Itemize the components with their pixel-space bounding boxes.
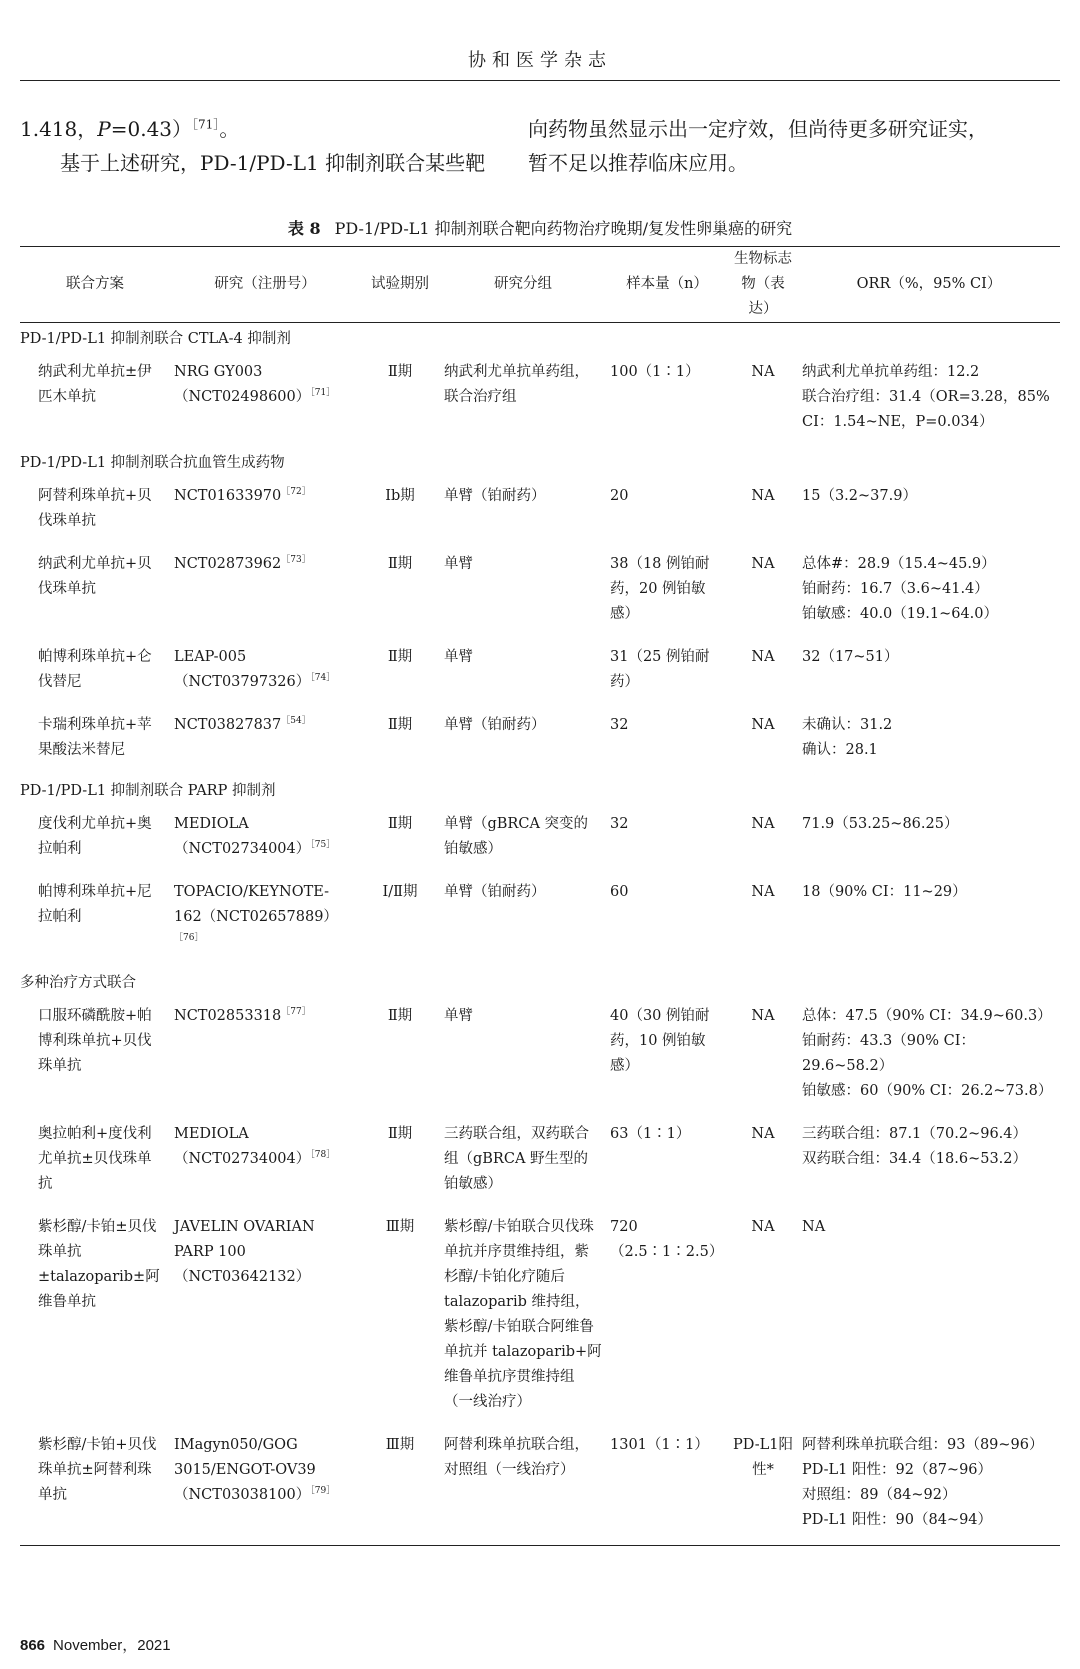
cell-text: NA (751, 1008, 775, 1024)
table-row (20, 1209, 1060, 1427)
left-text-line-1 (20, 112, 485, 146)
cell-sample-size (606, 1427, 728, 1546)
cell-text: 总体#：28.9（15.4~45.9） 铂耐药：16.7（3.6~41.4） 铂敏感：40.0（19.1~64.0） (802, 556, 999, 622)
cell-text: Ⅱ期 (387, 556, 413, 572)
citation-ref: ［71］ (310, 388, 336, 399)
section-row (20, 447, 1060, 478)
study-table (20, 246, 1060, 1546)
cell-study (170, 1427, 360, 1546)
cell-text: Ⅱ期 (387, 1008, 413, 1024)
cell-orr (798, 546, 1060, 639)
cell-biomarker (728, 874, 798, 967)
header-study: 研究（注册号） (170, 247, 360, 323)
cell-scheme (20, 1427, 170, 1546)
cell-text: 阿替利珠单抗联合组，对照组（一线治疗） (444, 1437, 589, 1478)
cell-text: 单臂 (444, 1008, 473, 1024)
cell-text: Ⅱ期 (387, 649, 413, 665)
cell-text: MEDIOLA（NCT02734004） (174, 816, 311, 857)
table-title: PD-1/PD-L1 抑制剂联合靶向药物治疗晚期/复发性卵巢癌的研究 (334, 219, 793, 238)
cell-scheme (20, 806, 170, 874)
header-rule (20, 80, 1060, 81)
cell-scheme (20, 639, 170, 707)
cell-groups (440, 874, 606, 967)
cell-text: NA (751, 884, 775, 900)
cell-phase (360, 354, 440, 447)
cell-text: Ⅲ期 (385, 1219, 415, 1235)
cell-biomarker (728, 806, 798, 874)
cell-scheme (20, 478, 170, 546)
p-symbol: P (97, 117, 111, 141)
cell-phase (360, 707, 440, 775)
citation-ref: ［77］ (281, 1007, 311, 1018)
cell-text: LEAP-005（NCT03797326） (174, 649, 311, 690)
cell-phase (360, 806, 440, 874)
cell-phase (360, 546, 440, 639)
text-fragment: 1.418， (20, 117, 98, 141)
cell-text: Ⅰb期 (385, 488, 415, 504)
cell-orr (798, 478, 1060, 546)
cell-text: 40（30 例铂耐药，10 例铂敏感） (610, 1008, 710, 1074)
cell-biomarker (728, 1209, 798, 1427)
citation-ref: ［76］ (174, 933, 204, 944)
table-label: 表 8 (287, 219, 321, 238)
header-scheme: 联合方案 (20, 247, 170, 323)
left-text-column (20, 112, 485, 180)
cell-text: 20 (610, 488, 629, 504)
cell-text: 63（1∶1） (610, 1126, 691, 1142)
cell-text: 奥拉帕利+度伐利尤单抗±贝伐珠单抗 (38, 1126, 152, 1192)
section-row (20, 967, 1060, 998)
cell-text: NCT03827837 (174, 717, 282, 733)
cell-study (170, 546, 360, 639)
right-text-column (528, 112, 988, 180)
cell-groups (440, 998, 606, 1116)
right-text-line-2: 暂不足以推荐临床应用。 (528, 151, 748, 175)
cell-text: 18（90% CI：11~29） (802, 884, 967, 900)
cell-orr (798, 998, 1060, 1116)
running-header: 协和医学杂志 (468, 50, 612, 71)
cell-text: NA (751, 649, 775, 665)
table-row (20, 478, 1060, 546)
cell-sample-size (606, 354, 728, 447)
table-row (20, 998, 1060, 1116)
citation-ref: ［78］ (310, 1150, 336, 1161)
cell-text: 32 (610, 717, 629, 733)
cell-orr (798, 874, 1060, 967)
cell-study (170, 707, 360, 775)
cell-phase (360, 478, 440, 546)
cell-biomarker (728, 1427, 798, 1546)
section-title: PD-1/PD-L1 抑制剂联合 CTLA-4 抑制剂 (20, 331, 291, 347)
cell-text: 三药联合组，双药联合组（gBRCA 野生型的铂敏感） (444, 1126, 589, 1192)
cell-text: Ⅱ期 (387, 717, 413, 733)
cell-biomarker (728, 1116, 798, 1209)
table-row (20, 874, 1060, 967)
cell-phase (360, 1209, 440, 1427)
cell-phase (360, 639, 440, 707)
cell-text: 单臂（铂耐药） (444, 488, 546, 504)
cell-groups (440, 707, 606, 775)
cell-scheme (20, 998, 170, 1116)
cell-groups (440, 1209, 606, 1427)
cell-text: NA (751, 717, 775, 733)
cell-phase (360, 1116, 440, 1209)
section-title: PD-1/PD-L1 抑制剂联合 PARP 抑制剂 (20, 783, 276, 799)
cell-study (170, 1209, 360, 1427)
cell-text: 总体：47.5（90% CI：34.9~60.3） 铂耐药：43.3（90% CI：29.6~58.2） 铂敏感：60（90% CI：26.2~73.8） (802, 1008, 1053, 1099)
cell-sample-size (606, 1116, 728, 1209)
cell-text: NCT01633970 (174, 488, 282, 504)
cell-text: NA (751, 816, 775, 832)
cell-sample-size (606, 639, 728, 707)
cell-text: Ⅱ期 (387, 1126, 413, 1142)
cell-text: Ⅱ期 (387, 816, 413, 832)
cell-text: 单臂（铂耐药） (444, 717, 546, 733)
cell-study (170, 639, 360, 707)
cell-text: 帕博利珠单抗+仑伐替尼 (38, 649, 152, 690)
cell-text: NA (751, 488, 775, 504)
section-row (20, 775, 1060, 806)
cell-text: 32（17~51） (802, 649, 899, 665)
cell-phase (360, 1427, 440, 1546)
cell-text: NCT02853318 (174, 1008, 282, 1024)
citation-ref: ［74］ (310, 673, 336, 684)
cell-biomarker (728, 354, 798, 447)
cell-sample-size (606, 1209, 728, 1427)
cell-orr (798, 1209, 1060, 1427)
citation-ref: ［75］ (310, 840, 336, 851)
cell-text: 纳武利尤单抗单药组：12.2 联合治疗组：31.4（OR=3.28，85% CI：1.54~NE，P=0.034） (802, 364, 1050, 430)
cell-text: NA (802, 1219, 826, 1235)
cell-biomarker (728, 707, 798, 775)
section-title: 多种治疗方式联合 (20, 975, 136, 991)
table-row (20, 806, 1060, 874)
table-row (20, 546, 1060, 639)
cell-scheme (20, 354, 170, 447)
text-fragment: 。 (219, 117, 240, 141)
table-row (20, 354, 1060, 447)
cell-sample-size (606, 806, 728, 874)
cell-text: 31（25 例铂耐药） (610, 649, 710, 690)
cell-text: 紫杉醇/卡铂±贝伐珠单抗±talazoparib±阿维鲁单抗 (38, 1219, 160, 1310)
cell-text: Ⅱ期 (387, 364, 413, 380)
page-number: 866 (20, 1637, 46, 1654)
cell-text: 60 (610, 884, 629, 900)
cell-orr (798, 806, 1060, 874)
cell-text: 纳武利尤单抗±伊匹木单抗 (38, 364, 152, 405)
cell-orr (798, 354, 1060, 447)
header-groups: 研究分组 (440, 247, 606, 323)
citation-ref: ［72］ (281, 487, 311, 498)
header-phase: 试验期别 (360, 247, 440, 323)
cell-study (170, 998, 360, 1116)
cell-text: 纳武利尤单抗单药组，联合治疗组 (444, 364, 589, 405)
cell-text: 卡瑞利珠单抗+苹果酸法米替尼 (38, 717, 152, 758)
cell-text: TOPACIO/KEYNOTE-162（NCT02657889） (174, 884, 338, 925)
cell-text: 未确认：31.2 确认：28.1 (802, 717, 893, 758)
cell-groups (440, 1116, 606, 1209)
cell-text: NA (751, 364, 775, 380)
cell-sample-size (606, 874, 728, 967)
header-biomarker: 生物标志物（表达） (728, 247, 798, 323)
cell-text: 帕博利珠单抗+尼拉帕利 (38, 884, 152, 925)
cell-text: NA (751, 556, 775, 572)
cell-phase (360, 874, 440, 967)
cell-scheme (20, 546, 170, 639)
cell-text: NA (751, 1126, 775, 1142)
cell-groups (440, 546, 606, 639)
cell-text: 紫杉醇/卡铂+贝伐珠单抗±阿替利珠单抗 (38, 1437, 157, 1503)
cell-biomarker (728, 998, 798, 1116)
cell-text: NCT02873962 (174, 556, 282, 572)
table-row (20, 707, 1060, 775)
cell-text: 阿替利珠单抗联合组：93（89~96） PD-L1 阳性：92（87~96） 对照组：89（84~92） PD-L1 阳性：90（84~94） (802, 1437, 1044, 1528)
cell-text: 单臂 (444, 649, 473, 665)
cell-sample-size (606, 478, 728, 546)
cell-groups (440, 478, 606, 546)
text-fragment: =0.43） (110, 117, 193, 141)
cell-text: MEDIOLA（NCT02734004） (174, 1126, 311, 1167)
cell-text: PD-L1阳性* (733, 1437, 793, 1478)
cell-text: 单臂 (444, 556, 473, 572)
cell-text: 三药联合组：87.1（70.2~96.4） 双药联合组：34.4（18.6~53.2） (802, 1126, 1028, 1167)
cell-study (170, 354, 360, 447)
cell-study (170, 478, 360, 546)
cell-text: JAVELIN OVARIAN PARP 100（NCT03642132） (174, 1219, 315, 1285)
cell-text: 度伐利尤单抗+奥拉帕利 (38, 816, 152, 857)
cell-study (170, 806, 360, 874)
table-row (20, 639, 1060, 707)
cell-sample-size (606, 998, 728, 1116)
table-row (20, 1427, 1060, 1546)
cell-study (170, 874, 360, 967)
cell-scheme (20, 1116, 170, 1209)
citation-ref: ［79］ (310, 1486, 336, 1497)
cell-text: 38（18 例铂耐药，20 例铂敏感） (610, 556, 710, 622)
cell-text: 单臂（gBRCA 突变的铂敏感） (444, 816, 589, 857)
cell-text: Ⅰ/Ⅱ期 (382, 884, 418, 900)
cell-groups (440, 806, 606, 874)
cell-biomarker (728, 478, 798, 546)
table-header-row (20, 247, 1060, 323)
cell-text: 口服环磷酰胺+帕博利珠单抗+贝伐珠单抗 (38, 1008, 152, 1074)
cell-orr (798, 707, 1060, 775)
cell-sample-size (606, 707, 728, 775)
left-text-line-2: 基于上述研究，PD-1/PD-L1 抑制剂联合某些靶 (20, 151, 486, 175)
cell-text: Ⅲ期 (385, 1437, 415, 1453)
cell-scheme (20, 874, 170, 967)
cell-phase (360, 998, 440, 1116)
table-caption (0, 216, 1080, 239)
cell-scheme (20, 707, 170, 775)
cell-text: 720（2.5∶1∶2.5） (610, 1219, 724, 1260)
cell-groups (440, 354, 606, 447)
cell-biomarker (728, 639, 798, 707)
section-title: PD-1/PD-L1 抑制剂联合抗血管生成药物 (20, 455, 285, 471)
page-footer (20, 1634, 171, 1655)
cell-text: 单臂（铂耐药） (444, 884, 546, 900)
cell-orr (798, 1116, 1060, 1209)
cell-text: 71.9（53.25~86.25） (802, 816, 959, 832)
cell-text: IMagyn050/GOG 3015/ENGOT-OV39（NCT03038100） (174, 1437, 316, 1503)
table-row (20, 1116, 1060, 1209)
cell-text: 1301（1∶1） (610, 1437, 709, 1453)
cell-text: 纳武利尤单抗+贝伐珠单抗 (38, 556, 152, 597)
cell-groups (440, 639, 606, 707)
section-row (20, 323, 1060, 355)
citation-ref: ［71］ (192, 117, 220, 132)
header-sample-size: 样本量（n） (606, 247, 728, 323)
issue-date: November，2021 (53, 1637, 171, 1654)
cell-text: NRG GY003（NCT02498600） (174, 364, 311, 405)
right-text-line-1: 向药物虽然显示出一定疗效，但尚待更多研究证实， (528, 117, 988, 141)
cell-groups (440, 1427, 606, 1546)
cell-study (170, 1116, 360, 1209)
cell-text: 紫杉醇/卡铂联合贝伐珠单抗并序贯维持组，紫杉醇/卡铂化疗随后 talazoparib 维持组，紫杉醇/卡铂联合阿维鲁单抗并 talazoparib+阿维鲁单抗序贯维持组（一线治疗） (444, 1219, 602, 1410)
cell-text: NA (751, 1219, 775, 1235)
citation-ref: ［54］ (281, 716, 311, 727)
cell-sample-size (606, 546, 728, 639)
cell-orr (798, 1427, 1060, 1546)
header-orr: ORR（%，95% CI） (798, 247, 1060, 323)
cell-biomarker (728, 546, 798, 639)
cell-orr (798, 639, 1060, 707)
cell-text: 32 (610, 816, 629, 832)
citation-ref: ［73］ (281, 555, 311, 566)
cell-text: 阿替利珠单抗+贝伐珠单抗 (38, 488, 152, 529)
cell-scheme (20, 1209, 170, 1427)
cell-text: 100（1∶1） (610, 364, 700, 380)
cell-text: 15（3.2~37.9） (802, 488, 917, 504)
